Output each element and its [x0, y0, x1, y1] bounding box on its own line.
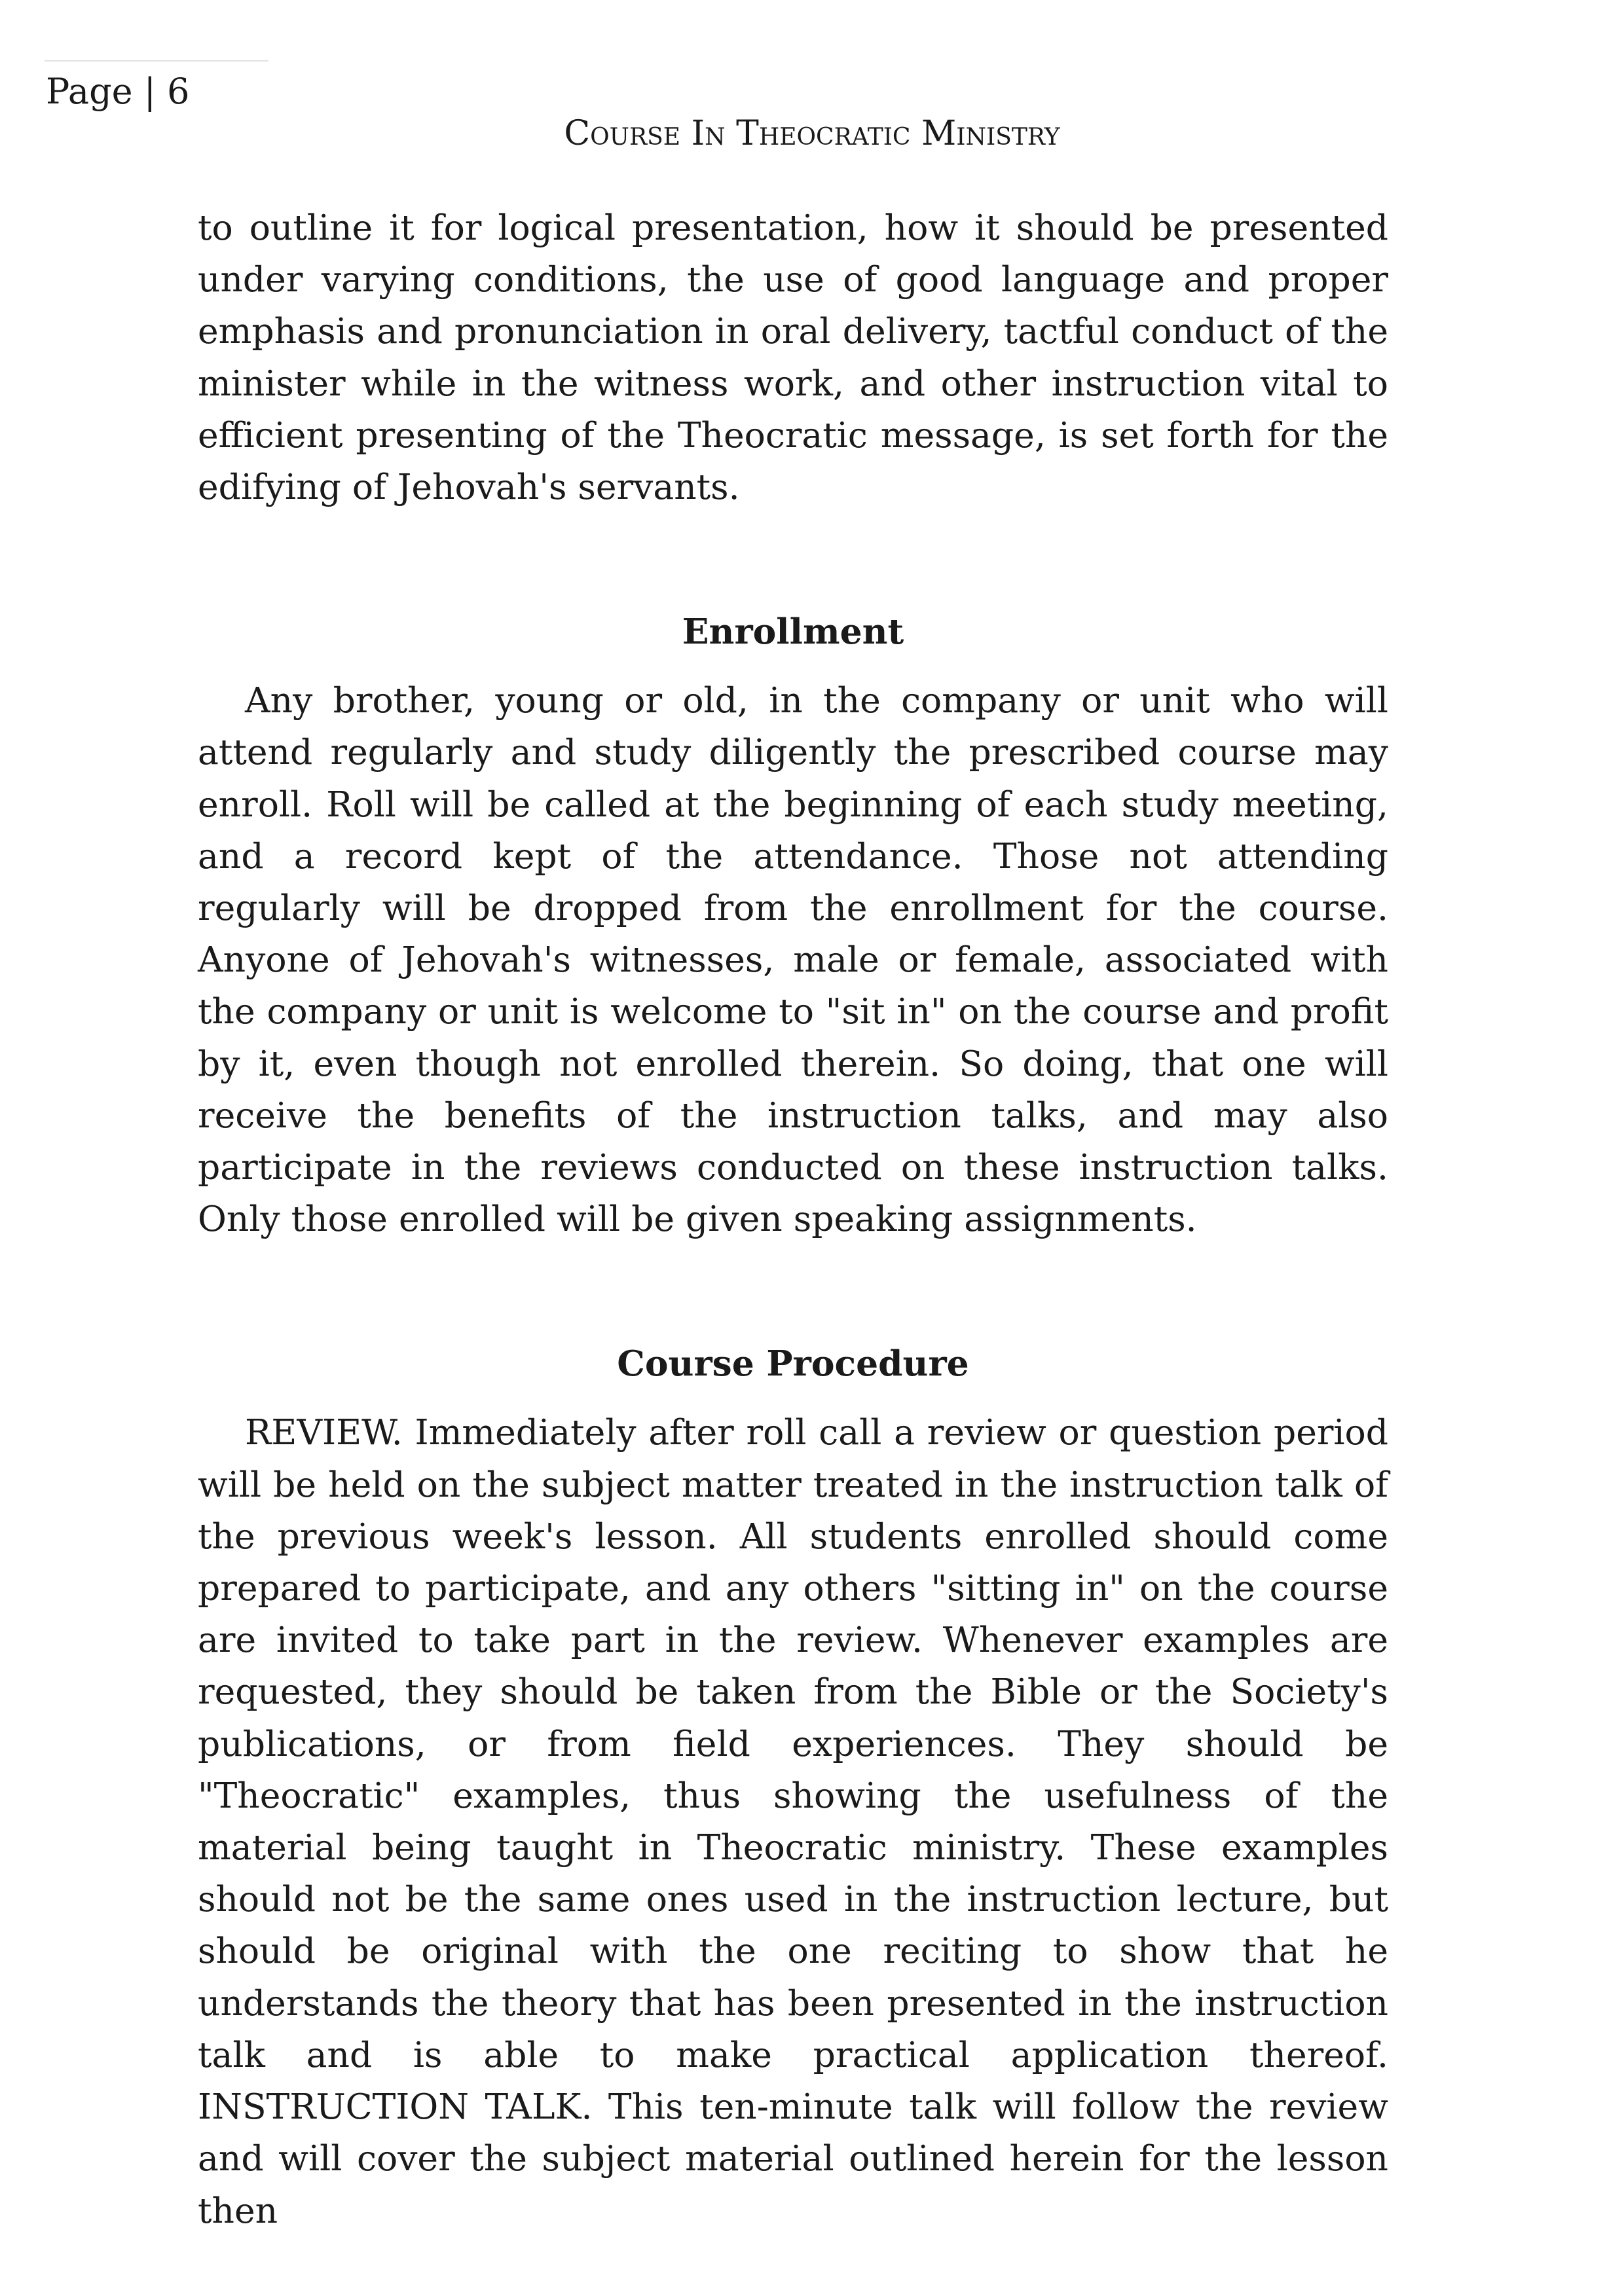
enrollment-heading: Enrollment [682, 611, 904, 653]
enrollment-paragraph: Any brother, young or old, in the company or unit who will attend regularly and study diligently the prescribed course may enroll. Roll will be called at the beginning of each study meeting, and a record kept of the attendance. Those not attending regularly will be dropped from the enrollment for the course. Anyone of Jehovah's witnesses, male or female, associated with the company or unit is welcome to "sit in" on the course and profit by it, even though not enrolled therein. So doing, that one will receive the benefits of the instruction talks, and may also participate in the reviews conducted on these instruction talks. Only those enrolled will be given speaking assignments. [198, 680, 1388, 1240]
header-rule [45, 60, 268, 62]
page-number: Page | 6 [46, 71, 190, 112]
course-procedure-paragraph: REVIEW. Immediately after roll call a review or question period will be held on the subject matter treated in the instruction talk of the previous week's lesson. All students enrolled should come prepared to participate, and any others "sitting in" on the course are invited to take part in the review. Whenever examples are requested, they should be taken from the Bible or the Society's publications, or from field experiences. They should be "Theocratic" examples, thus showing the usefulness of the material being taught in Theocratic ministry. These examples should not be the same ones used in the instruction lecture, but should be original with the one reciting to show that he understands the theory that has been presented in the instruction talk and is able to make practical application thereof. INSTRUCTION TALK. This ten-minute talk will follow the review and will cover the subject material outlined herein for the lesson then [198, 1412, 1388, 2231]
intro-paragraph: to outline it for logical presentation, how it should be presented under varying conditions, the use of good language and proper emphasis and pronunciation in oral delivery, tactful conduct of the minister while in the witness work, and other instruction vital to efficient presenting of the Theocratic message, is set forth for the edifying of Jehovah's servants. [198, 207, 1388, 508]
running-title-text: Course In Theocratic Ministry [564, 114, 1060, 153]
running-title [0, 102, 1624, 165]
document-body [198, 202, 1388, 2236]
course-procedure-heading: Course Procedure [617, 1343, 969, 1385]
